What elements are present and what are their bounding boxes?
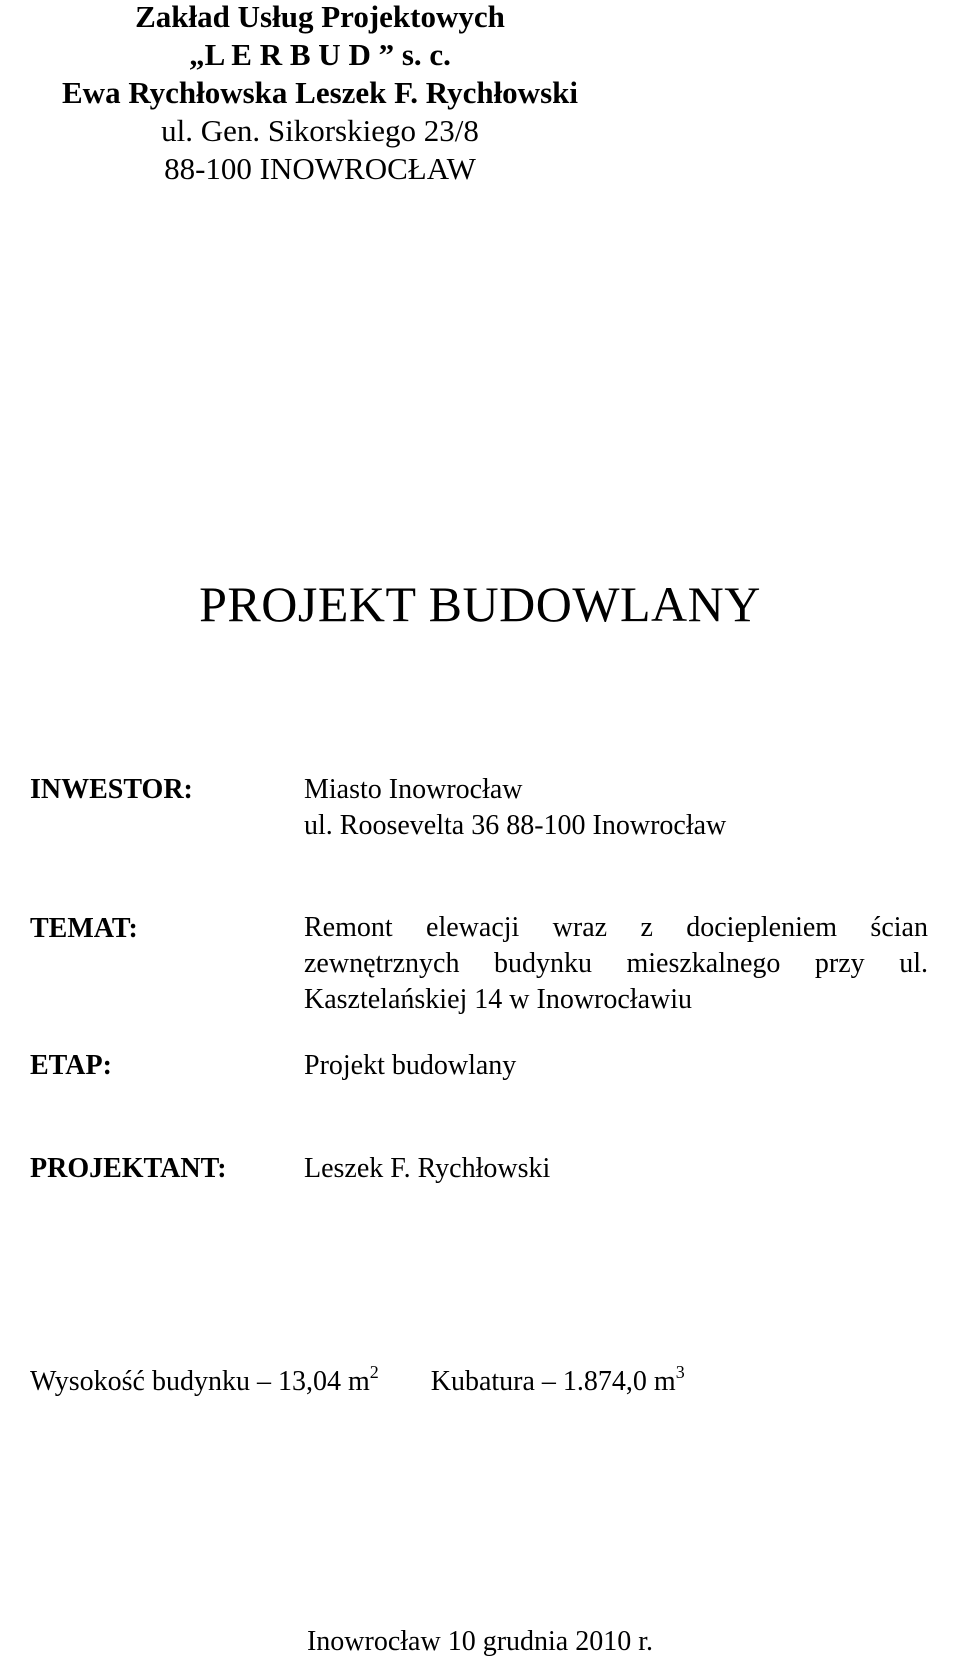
topic-word: z — [640, 912, 653, 943]
topic-line-2 — [304, 946, 928, 982]
topic-word: Remont — [304, 912, 393, 943]
document-title: PROJEKT BUDOWLANY — [199, 576, 761, 632]
designer-value: Leszek F. Rychłowski — [304, 1153, 551, 1184]
topic-label: TEMAT: — [30, 913, 138, 944]
building-height: Wysokość budynku – 13,04 m — [30, 1366, 370, 1397]
stage-value: Projekt budowlany — [304, 1050, 517, 1081]
topic-line-3: Kasztelańskiej 14 w Inowrocławiu — [304, 984, 692, 1015]
topic-line-1 — [304, 910, 928, 946]
company-street: ul. Gen. Sikorskiego 23/8 — [161, 113, 479, 148]
topic-word: dociepleniem — [686, 912, 838, 943]
building-stats — [30, 1362, 685, 1399]
building-volume: Kubatura – 1.874,0 m — [430, 1366, 676, 1397]
topic-word: budynku — [493, 948, 592, 979]
investor-address: ul. Roosevelta 36 88-100 Inowrocław — [304, 810, 727, 841]
volume-unit-exponent: 3 — [675, 1362, 685, 1382]
place-and-date: Inowrocław 10 grudnia 2010 r. — [306, 1626, 654, 1657]
investor-name: Miasto Inowrocław — [304, 774, 523, 805]
topic-word: ul. — [899, 948, 928, 979]
topic-word: mieszkalnego — [626, 948, 781, 979]
company-owners: Ewa Rychłowska Leszek F. Rychłowski — [62, 75, 578, 110]
topic-word: przy — [814, 948, 865, 979]
stage-label: ETAP: — [30, 1050, 112, 1081]
company-header — [0, 0, 640, 188]
designer-label: PROJEKTANT: — [30, 1153, 227, 1184]
topic-word: wraz — [552, 912, 608, 943]
investor-label: INWESTOR: — [30, 774, 193, 805]
topic-word: elewacji — [426, 912, 520, 943]
topic-word: zewnętrznych — [304, 948, 460, 979]
company-name: Zakład Usług Projektowych — [135, 0, 505, 34]
topic-word: ścian — [870, 912, 928, 943]
company-brand: „L E R B U D ” s. c. — [189, 37, 451, 72]
topic-text — [304, 910, 928, 1018]
company-city: 88-100 INOWROCŁAW — [164, 151, 476, 186]
height-unit-exponent: 2 — [369, 1362, 379, 1382]
